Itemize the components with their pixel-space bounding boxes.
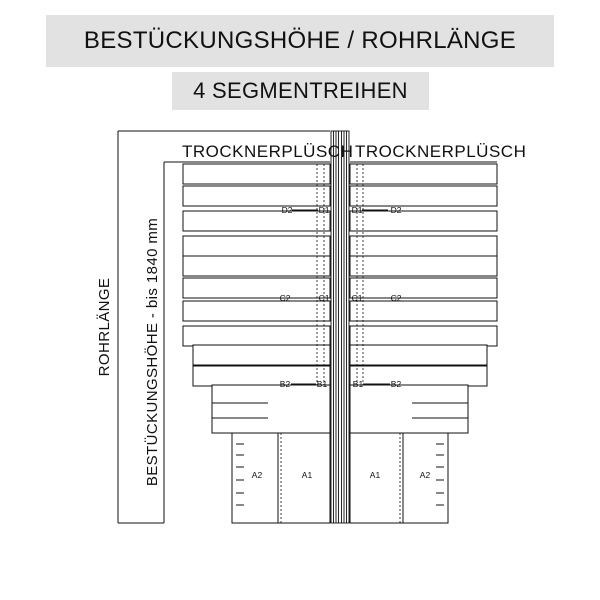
right-segment-strips — [350, 164, 497, 386]
segment-label-a2-left: A2 — [251, 470, 263, 480]
strip — [350, 236, 497, 256]
segment-label-a2-right: A2 — [419, 470, 431, 480]
strip — [183, 164, 330, 184]
fitting-height-label: BESTÜCKUNGSHÖHE - bis 1840 mm — [144, 217, 161, 487]
strip — [350, 186, 497, 206]
strip — [350, 326, 497, 346]
strip — [350, 278, 497, 298]
strip — [350, 345, 487, 365]
left-segment-strips — [183, 164, 330, 386]
tube-length-label: ROHRLÄNGE — [96, 277, 113, 377]
dryer-label-right: TROCKNERPLÜSCH — [355, 142, 527, 161]
central-tube — [331, 131, 349, 523]
strip — [183, 278, 330, 298]
strip — [183, 301, 330, 321]
segment-label-a1-right: A1 — [369, 470, 381, 480]
segment-label-b2-left: B2 — [279, 379, 291, 389]
strip — [193, 345, 330, 365]
segment-label-d2-left: D2 — [281, 205, 293, 215]
strip — [183, 186, 330, 206]
segment-label-c1-right: C1 — [351, 293, 363, 303]
strip — [350, 211, 497, 231]
strip — [350, 164, 497, 184]
page-title: BESTÜCKUNGSHÖHE / ROHRLÄNGE — [46, 15, 554, 67]
segment-label-d2-right: D2 — [390, 205, 402, 215]
strip — [183, 211, 330, 231]
strip — [350, 256, 497, 276]
segment-label-c2-right: C2 — [390, 293, 402, 303]
segment-label-c1-left: C1 — [318, 293, 330, 303]
strip — [183, 236, 330, 256]
strip — [183, 256, 330, 276]
strip — [350, 366, 487, 386]
segment-label-b1-right: B1 — [352, 379, 364, 389]
dryer-label-left: TROCKNERPLÜSCH — [182, 142, 354, 161]
segment-label-b1-left: B1 — [316, 379, 328, 389]
page-subtitle: 4 SEGMENTREIHEN — [172, 72, 429, 110]
segment-label-d1-left: D1 — [318, 205, 330, 215]
strip — [183, 326, 330, 346]
segment-label-b2-right: B2 — [390, 379, 402, 389]
segment-label-d1-right: D1 — [351, 205, 363, 215]
segment-label-a1-left: A1 — [301, 470, 313, 480]
strip — [350, 301, 497, 321]
strip — [193, 366, 330, 386]
segment-label-c2-left: C2 — [279, 293, 291, 303]
